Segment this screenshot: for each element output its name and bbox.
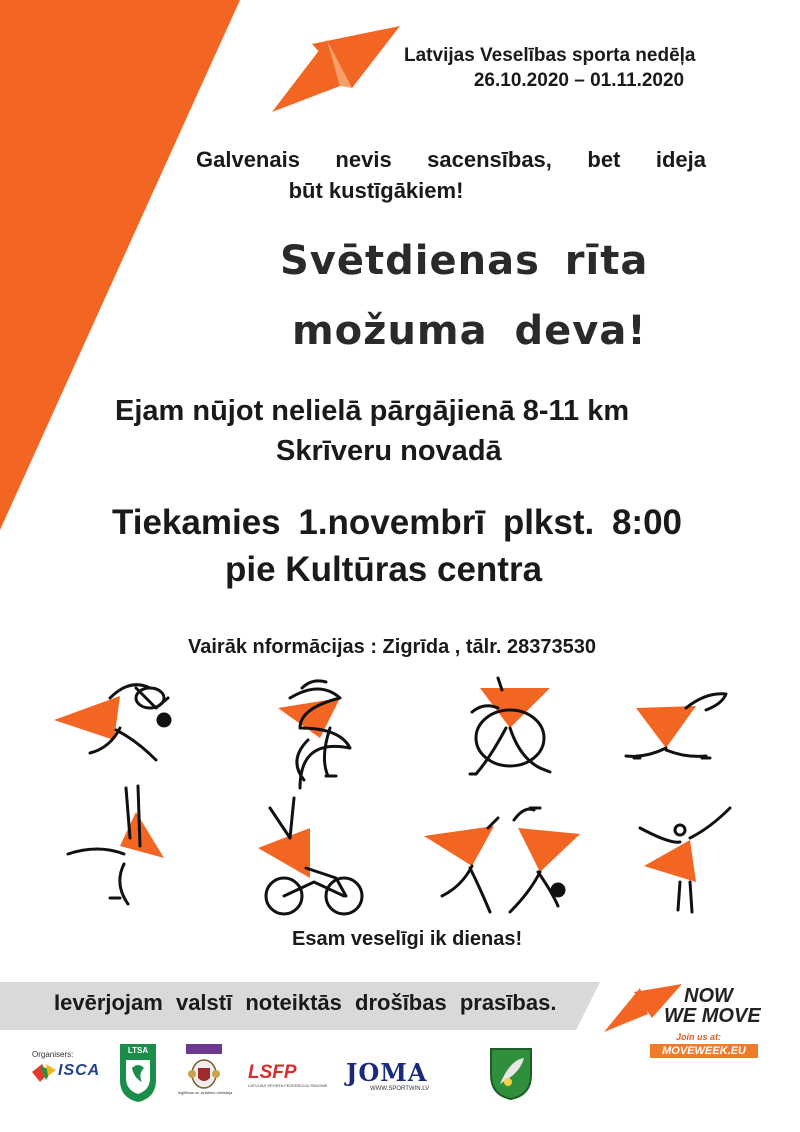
- dancer-figure-icon: [278, 681, 350, 788]
- lsfp-logo-text: LSFP: [248, 1062, 297, 1083]
- skriveri-coat-of-arms-icon: [488, 1046, 534, 1102]
- meeting-line-2: pie Kultūras centra: [225, 550, 543, 589]
- contact-info: Vairāk nformācijas : Zigrīda , tālr. 28373530: [188, 636, 596, 658]
- jumping-figure-icon: [640, 808, 730, 912]
- organisers-label: Organisers:: [32, 1050, 74, 1059]
- sport-figures-illustration: [40, 668, 760, 928]
- event-dates: 26.10.2020 – 01.11.2020: [473, 70, 685, 91]
- slogan-line-1: Galvenais nevis sacensības, bet ideja: [196, 147, 706, 172]
- headline-line-2: možuma deva!: [292, 308, 647, 354]
- handstand-figure-icon: [68, 786, 164, 904]
- cyclist-figure-icon: [258, 798, 362, 914]
- basketball-figure-icon: [54, 685, 170, 760]
- event-title: Latvijas Veselības sporta nedēļa: [404, 45, 696, 66]
- football-players-figure-icon: [424, 808, 580, 912]
- walk-line-1: Ejam nūjot nelielā pārgājienā 8-11 km: [115, 395, 630, 427]
- safety-notice: Ievērjojam valstī noteiktās drošības prasības.: [54, 990, 557, 1015]
- headline-line-1: Svētdienas rīta: [280, 238, 649, 284]
- now-we-move-we-move: WE MOVE: [664, 1005, 761, 1027]
- orange-diagonal-stripe: [0, 0, 240, 540]
- now-we-move-join: Join us at:: [676, 1032, 722, 1042]
- yoga-figure-icon: [626, 694, 726, 758]
- meeting-line-1: Tiekamies 1.novembrī plkst. 8:00: [112, 503, 683, 542]
- moveweek-url: MOVEWEEK.EU: [650, 1044, 758, 1058]
- ltsa-logo-text: LTSA: [127, 1046, 149, 1055]
- isca-logo-text: ISCA: [58, 1062, 101, 1079]
- hoop-figure-icon: [470, 678, 550, 774]
- healthy-every-day-text: Esam veselīgi ik dienas!: [292, 928, 523, 950]
- walk-line-2: Skrīveru novadā: [276, 435, 502, 467]
- lsfp-subtitle: LATVIJAS SPORTA FEDERĀCIJU PADOME: [248, 1083, 328, 1088]
- joma-logo-text: JOMA: [346, 1058, 428, 1087]
- joma-website: WWW.SPORTWIN.LV: [370, 1086, 430, 1092]
- now-we-move-now: NOW: [684, 985, 733, 1007]
- moveweek-logo-mark: [272, 26, 402, 116]
- ministry-name: Izglītības un zinātnes ministrija: [177, 1090, 233, 1095]
- slogan-line-2: būt kustīgākiem!: [288, 178, 464, 203]
